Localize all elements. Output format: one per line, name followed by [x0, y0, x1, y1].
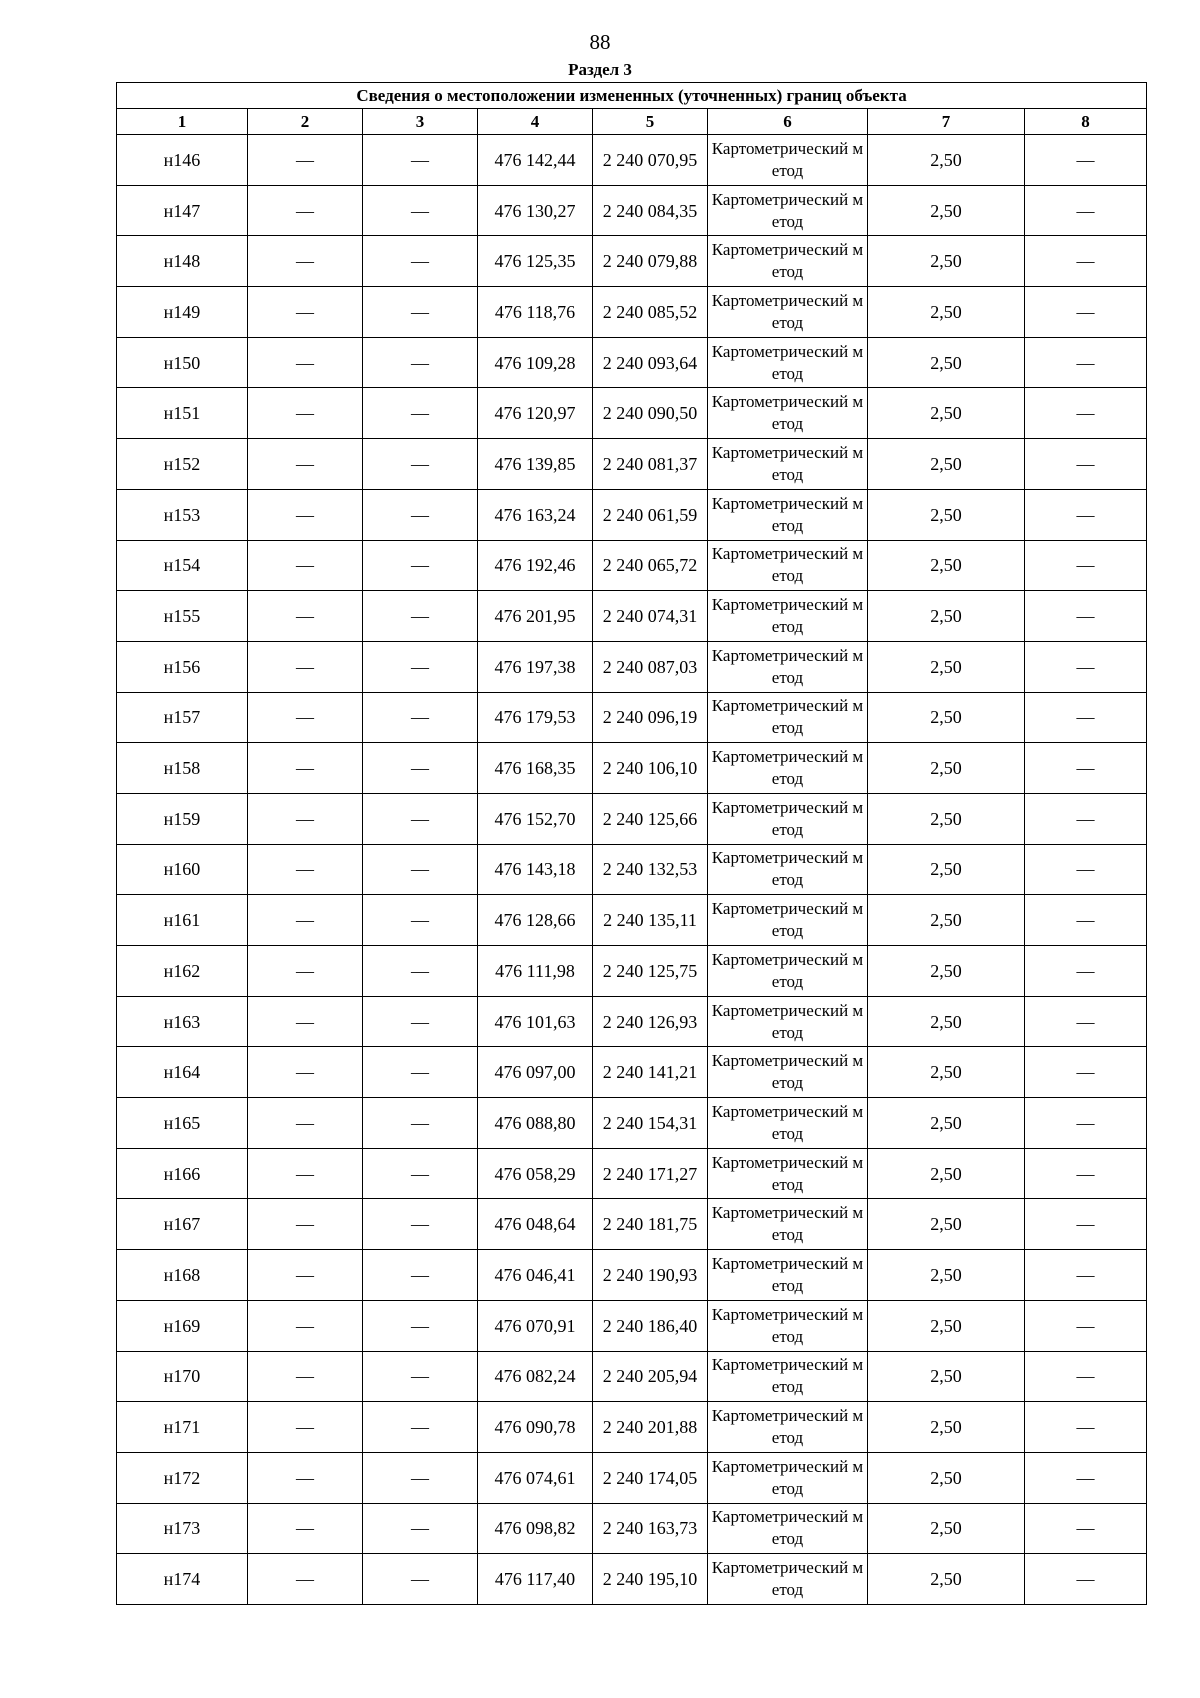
y-coordinate-cell: 2 240 195,10: [593, 1554, 708, 1605]
column-2-cell: —: [248, 591, 363, 642]
accuracy-cell: 2,50: [868, 287, 1025, 338]
column-2-cell: —: [248, 1351, 363, 1402]
x-coordinate-cell: 476 128,66: [478, 895, 593, 946]
accuracy-cell: 2,50: [868, 236, 1025, 287]
y-coordinate-cell: 2 240 126,93: [593, 996, 708, 1047]
table-row: [117, 1098, 1147, 1149]
table-row: [117, 844, 1147, 895]
y-coordinate-cell: 2 240 171,27: [593, 1148, 708, 1199]
column-2-cell: —: [248, 388, 363, 439]
column-8-cell: —: [1025, 895, 1147, 946]
accuracy-cell: 2,50: [868, 439, 1025, 490]
x-coordinate-cell: 476 101,63: [478, 996, 593, 1047]
method-cell: Картометрический метод: [708, 946, 868, 997]
y-coordinate-cell: 2 240 074,31: [593, 591, 708, 642]
column-2-cell: —: [248, 1199, 363, 1250]
column-2-cell: —: [248, 1047, 363, 1098]
column-2-cell: —: [248, 1148, 363, 1199]
method-cell: Картометрический метод: [708, 540, 868, 591]
table-row: [117, 641, 1147, 692]
column-8-cell: —: [1025, 1300, 1147, 1351]
point-number-cell: н157: [117, 692, 248, 743]
column-8-cell: —: [1025, 946, 1147, 997]
column-3-cell: —: [363, 1503, 478, 1554]
column-8-cell: —: [1025, 1148, 1147, 1199]
x-coordinate-cell: 476 097,00: [478, 1047, 593, 1098]
x-coordinate-cell: 476 201,95: [478, 591, 593, 642]
accuracy-cell: 2,50: [868, 1503, 1025, 1554]
table-row: [117, 489, 1147, 540]
column-3-cell: —: [363, 793, 478, 844]
column-3-cell: —: [363, 1148, 478, 1199]
page-number: 88: [589, 30, 611, 54]
accuracy-cell: 2,50: [868, 946, 1025, 997]
y-coordinate-cell: 2 240 163,73: [593, 1503, 708, 1554]
column-2-cell: —: [248, 844, 363, 895]
point-number-cell: н166: [117, 1148, 248, 1199]
accuracy-cell: 2,50: [868, 692, 1025, 743]
column-2-cell: —: [248, 1098, 363, 1149]
point-number-cell: н163: [117, 996, 248, 1047]
column-8-cell: —: [1025, 1098, 1147, 1149]
column-2-cell: —: [248, 743, 363, 794]
column-8-cell: —: [1025, 641, 1147, 692]
point-number-cell: н170: [117, 1351, 248, 1402]
column-8-cell: —: [1025, 1199, 1147, 1250]
column-3-cell: —: [363, 1452, 478, 1503]
y-coordinate-cell: 2 240 085,52: [593, 287, 708, 338]
point-number-cell: н156: [117, 641, 248, 692]
column-header-row: [117, 109, 1147, 135]
table-row: [117, 743, 1147, 794]
column-2-cell: —: [248, 895, 363, 946]
column-3-cell: —: [363, 1554, 478, 1605]
column-2-cell: —: [248, 287, 363, 338]
column-3-cell: —: [363, 1098, 478, 1149]
accuracy-cell: 2,50: [868, 135, 1025, 186]
y-coordinate-cell: 2 240 084,35: [593, 185, 708, 236]
column-2-cell: —: [248, 692, 363, 743]
column-3-cell: —: [363, 1300, 478, 1351]
accuracy-cell: 2,50: [868, 1199, 1025, 1250]
y-coordinate-cell: 2 240 096,19: [593, 692, 708, 743]
column-2-cell: —: [248, 489, 363, 540]
column-3-cell: —: [363, 540, 478, 591]
method-cell: Картометрический метод: [708, 1452, 868, 1503]
y-coordinate-cell: 2 240 125,66: [593, 793, 708, 844]
column-8-cell: —: [1025, 692, 1147, 743]
y-coordinate-cell: 2 240 070,95: [593, 135, 708, 186]
accuracy-cell: 2,50: [868, 1098, 1025, 1149]
method-cell: Картометрический метод: [708, 1250, 868, 1301]
accuracy-cell: 2,50: [868, 895, 1025, 946]
y-coordinate-cell: 2 240 181,75: [593, 1199, 708, 1250]
column-header: 6: [708, 109, 868, 135]
method-cell: Картометрический метод: [708, 439, 868, 490]
accuracy-cell: 2,50: [868, 743, 1025, 794]
column-3-cell: —: [363, 489, 478, 540]
point-number-cell: н149: [117, 287, 248, 338]
y-coordinate-cell: 2 240 141,21: [593, 1047, 708, 1098]
point-number-cell: н169: [117, 1300, 248, 1351]
method-cell: Картометрический метод: [708, 996, 868, 1047]
column-3-cell: —: [363, 641, 478, 692]
table-row: [117, 946, 1147, 997]
column-3-cell: —: [363, 185, 478, 236]
table-row: [117, 793, 1147, 844]
y-coordinate-cell: 2 240 154,31: [593, 1098, 708, 1149]
table-row: [117, 591, 1147, 642]
table-row: [117, 1047, 1147, 1098]
x-coordinate-cell: 476 117,40: [478, 1554, 593, 1605]
table-row: [117, 135, 1147, 186]
column-header: 7: [868, 109, 1025, 135]
point-number-cell: н153: [117, 489, 248, 540]
y-coordinate-cell: 2 240 132,53: [593, 844, 708, 895]
table-row: [117, 1199, 1147, 1250]
accuracy-cell: 2,50: [868, 641, 1025, 692]
y-coordinate-cell: 2 240 125,75: [593, 946, 708, 997]
y-coordinate-cell: 2 240 201,88: [593, 1402, 708, 1453]
column-8-cell: —: [1025, 1402, 1147, 1453]
column-3-cell: —: [363, 692, 478, 743]
column-8-cell: —: [1025, 1554, 1147, 1605]
column-2-cell: —: [248, 337, 363, 388]
method-cell: Картометрический метод: [708, 1047, 868, 1098]
table-row: [117, 895, 1147, 946]
method-cell: Картометрический метод: [708, 844, 868, 895]
x-coordinate-cell: 476 143,18: [478, 844, 593, 895]
point-number-cell: н173: [117, 1503, 248, 1554]
table-row: [117, 1300, 1147, 1351]
column-8-cell: —: [1025, 388, 1147, 439]
table-row: [117, 996, 1147, 1047]
accuracy-cell: 2,50: [868, 1554, 1025, 1605]
column-2-cell: —: [248, 793, 363, 844]
column-2-cell: —: [248, 641, 363, 692]
table-row: [117, 185, 1147, 236]
column-3-cell: —: [363, 1351, 478, 1402]
x-coordinate-cell: 476 118,76: [478, 287, 593, 338]
x-coordinate-cell: 476 163,24: [478, 489, 593, 540]
point-number-cell: н174: [117, 1554, 248, 1605]
x-coordinate-cell: 476 179,53: [478, 692, 593, 743]
method-cell: Картометрический метод: [708, 743, 868, 794]
method-cell: Картометрический метод: [708, 641, 868, 692]
method-cell: Картометрический метод: [708, 793, 868, 844]
table-caption: Сведения о местоположении измененных (уточненных) границ объекта: [117, 83, 1147, 109]
method-cell: Картометрический метод: [708, 287, 868, 338]
accuracy-cell: 2,50: [868, 1452, 1025, 1503]
point-number-cell: н152: [117, 439, 248, 490]
x-coordinate-cell: 476 088,80: [478, 1098, 593, 1149]
column-2-cell: —: [248, 1250, 363, 1301]
x-coordinate-cell: 476 098,82: [478, 1503, 593, 1554]
column-8-cell: —: [1025, 844, 1147, 895]
accuracy-cell: 2,50: [868, 185, 1025, 236]
column-3-cell: —: [363, 135, 478, 186]
column-header: 1: [117, 109, 248, 135]
column-2-cell: —: [248, 135, 363, 186]
y-coordinate-cell: 2 240 087,03: [593, 641, 708, 692]
y-coordinate-cell: 2 240 093,64: [593, 337, 708, 388]
column-header: 5: [593, 109, 708, 135]
x-coordinate-cell: 476 048,64: [478, 1199, 593, 1250]
column-8-cell: —: [1025, 337, 1147, 388]
column-2-cell: —: [248, 996, 363, 1047]
table-body: [117, 135, 1147, 1605]
column-8-cell: —: [1025, 591, 1147, 642]
x-coordinate-cell: 476 082,24: [478, 1351, 593, 1402]
point-number-cell: н161: [117, 895, 248, 946]
point-number-cell: н165: [117, 1098, 248, 1149]
column-2-cell: —: [248, 1554, 363, 1605]
y-coordinate-cell: 2 240 135,11: [593, 895, 708, 946]
point-number-cell: н150: [117, 337, 248, 388]
accuracy-cell: 2,50: [868, 489, 1025, 540]
point-number-cell: н147: [117, 185, 248, 236]
x-coordinate-cell: 476 142,44: [478, 135, 593, 186]
point-number-cell: н162: [117, 946, 248, 997]
table-row: [117, 1554, 1147, 1605]
column-header: 3: [363, 109, 478, 135]
accuracy-cell: 2,50: [868, 996, 1025, 1047]
accuracy-cell: 2,50: [868, 1402, 1025, 1453]
method-cell: Картометрический метод: [708, 692, 868, 743]
point-number-cell: н148: [117, 236, 248, 287]
table-row: [117, 337, 1147, 388]
accuracy-cell: 2,50: [868, 1351, 1025, 1402]
column-header: 4: [478, 109, 593, 135]
x-coordinate-cell: 476 046,41: [478, 1250, 593, 1301]
y-coordinate-cell: 2 240 081,37: [593, 439, 708, 490]
column-8-cell: —: [1025, 135, 1147, 186]
table-row: [117, 1452, 1147, 1503]
method-cell: Картометрический метод: [708, 185, 868, 236]
column-8-cell: —: [1025, 1503, 1147, 1554]
table-row: [117, 1148, 1147, 1199]
method-cell: Картометрический метод: [708, 236, 868, 287]
accuracy-cell: 2,50: [868, 1250, 1025, 1301]
column-2-cell: —: [248, 1452, 363, 1503]
y-coordinate-cell: 2 240 079,88: [593, 236, 708, 287]
table-row: [117, 1250, 1147, 1301]
column-3-cell: —: [363, 236, 478, 287]
accuracy-cell: 2,50: [868, 1300, 1025, 1351]
accuracy-cell: 2,50: [868, 337, 1025, 388]
method-cell: Картометрический метод: [708, 895, 868, 946]
y-coordinate-cell: 2 240 186,40: [593, 1300, 708, 1351]
table-row: [117, 1503, 1147, 1554]
point-number-cell: н164: [117, 1047, 248, 1098]
y-coordinate-cell: 2 240 106,10: [593, 743, 708, 794]
column-8-cell: —: [1025, 1452, 1147, 1503]
method-cell: Картометрический метод: [708, 388, 868, 439]
section-title: Раздел 3: [568, 60, 632, 79]
column-3-cell: —: [363, 1250, 478, 1301]
method-cell: Картометрический метод: [708, 1554, 868, 1605]
x-coordinate-cell: 476 130,27: [478, 185, 593, 236]
table-row: [117, 1351, 1147, 1402]
table-row: [117, 540, 1147, 591]
column-8-cell: —: [1025, 1047, 1147, 1098]
column-8-cell: —: [1025, 439, 1147, 490]
y-coordinate-cell: 2 240 061,59: [593, 489, 708, 540]
column-8-cell: —: [1025, 793, 1147, 844]
column-2-cell: —: [248, 439, 363, 490]
column-8-cell: —: [1025, 1250, 1147, 1301]
column-8-cell: —: [1025, 489, 1147, 540]
point-number-cell: н171: [117, 1402, 248, 1453]
column-2-cell: —: [248, 946, 363, 997]
column-3-cell: —: [363, 287, 478, 338]
column-2-cell: —: [248, 185, 363, 236]
y-coordinate-cell: 2 240 205,94: [593, 1351, 708, 1402]
accuracy-cell: 2,50: [868, 540, 1025, 591]
table-row: [117, 388, 1147, 439]
method-cell: Картометрический метод: [708, 1098, 868, 1149]
column-3-cell: —: [363, 946, 478, 997]
column-2-cell: —: [248, 1503, 363, 1554]
column-3-cell: —: [363, 1402, 478, 1453]
x-coordinate-cell: 476 111,98: [478, 946, 593, 997]
table-row: [117, 236, 1147, 287]
method-cell: Картометрический метод: [708, 1300, 868, 1351]
coordinates-table: [116, 82, 1147, 1605]
point-number-cell: н155: [117, 591, 248, 642]
column-3-cell: —: [363, 388, 478, 439]
point-number-cell: н168: [117, 1250, 248, 1301]
x-coordinate-cell: 476 152,70: [478, 793, 593, 844]
x-coordinate-cell: 476 120,97: [478, 388, 593, 439]
column-3-cell: —: [363, 844, 478, 895]
point-number-cell: н154: [117, 540, 248, 591]
x-coordinate-cell: 476 058,29: [478, 1148, 593, 1199]
column-3-cell: —: [363, 895, 478, 946]
x-coordinate-cell: 476 197,38: [478, 641, 593, 692]
column-3-cell: —: [363, 439, 478, 490]
accuracy-cell: 2,50: [868, 1148, 1025, 1199]
column-2-cell: —: [248, 236, 363, 287]
y-coordinate-cell: 2 240 190,93: [593, 1250, 708, 1301]
accuracy-cell: 2,50: [868, 844, 1025, 895]
method-cell: Картометрический метод: [708, 1503, 868, 1554]
y-coordinate-cell: 2 240 090,50: [593, 388, 708, 439]
column-2-cell: —: [248, 1300, 363, 1351]
method-cell: Картометрический метод: [708, 135, 868, 186]
table-row: [117, 1402, 1147, 1453]
column-8-cell: —: [1025, 185, 1147, 236]
method-cell: Картометрический метод: [708, 591, 868, 642]
column-3-cell: —: [363, 743, 478, 794]
accuracy-cell: 2,50: [868, 591, 1025, 642]
method-cell: Картометрический метод: [708, 337, 868, 388]
column-header: 8: [1025, 109, 1147, 135]
table-row: [117, 692, 1147, 743]
x-coordinate-cell: 476 109,28: [478, 337, 593, 388]
accuracy-cell: 2,50: [868, 1047, 1025, 1098]
x-coordinate-cell: 476 168,35: [478, 743, 593, 794]
accuracy-cell: 2,50: [868, 793, 1025, 844]
column-header: 2: [248, 109, 363, 135]
x-coordinate-cell: 476 090,78: [478, 1402, 593, 1453]
point-number-cell: н151: [117, 388, 248, 439]
method-cell: Картометрический метод: [708, 1402, 868, 1453]
x-coordinate-cell: 476 192,46: [478, 540, 593, 591]
point-number-cell: н158: [117, 743, 248, 794]
method-cell: Картометрический метод: [708, 1351, 868, 1402]
point-number-cell: н159: [117, 793, 248, 844]
column-3-cell: —: [363, 996, 478, 1047]
method-cell: Картометрический метод: [708, 489, 868, 540]
column-8-cell: —: [1025, 1351, 1147, 1402]
point-number-cell: н172: [117, 1452, 248, 1503]
column-3-cell: —: [363, 1047, 478, 1098]
x-coordinate-cell: 476 074,61: [478, 1452, 593, 1503]
point-number-cell: н160: [117, 844, 248, 895]
y-coordinate-cell: 2 240 174,05: [593, 1452, 708, 1503]
method-cell: Картометрический метод: [708, 1199, 868, 1250]
accuracy-cell: 2,50: [868, 388, 1025, 439]
x-coordinate-cell: 476 070,91: [478, 1300, 593, 1351]
method-cell: Картометрический метод: [708, 1148, 868, 1199]
column-3-cell: —: [363, 591, 478, 642]
column-3-cell: —: [363, 337, 478, 388]
column-8-cell: —: [1025, 540, 1147, 591]
point-number-cell: н146: [117, 135, 248, 186]
x-coordinate-cell: 476 139,85: [478, 439, 593, 490]
column-8-cell: —: [1025, 743, 1147, 794]
table-row: [117, 439, 1147, 490]
x-coordinate-cell: 476 125,35: [478, 236, 593, 287]
column-2-cell: —: [248, 1402, 363, 1453]
column-2-cell: —: [248, 540, 363, 591]
column-3-cell: —: [363, 1199, 478, 1250]
table-row: [117, 287, 1147, 338]
point-number-cell: н167: [117, 1199, 248, 1250]
column-8-cell: —: [1025, 287, 1147, 338]
column-8-cell: —: [1025, 996, 1147, 1047]
column-8-cell: —: [1025, 236, 1147, 287]
y-coordinate-cell: 2 240 065,72: [593, 540, 708, 591]
